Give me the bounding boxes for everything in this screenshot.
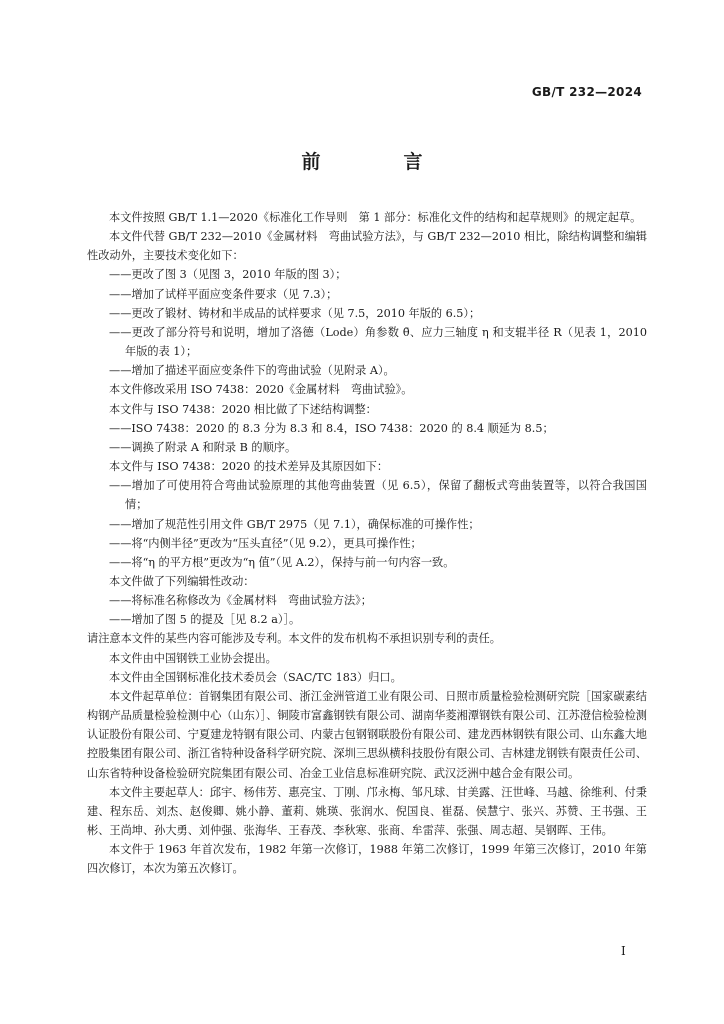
paragraph: 本文件按照 GB/T 1.1—2020《标准化工作导则 第 1 部分：标准化文件的结构和起草规则》的规定起草。 — [109, 211, 642, 224]
list-item: ——增加了规范性引用文件 GB/T 2975（见 7.1），确保标准的可操作性； — [109, 517, 480, 531]
paragraph: 本文件修改采用 ISO 7438：2020《金属材料 弯曲试验》。 — [109, 383, 413, 397]
page-number: I — [621, 944, 626, 958]
paragraph: 本文件于 1963 年首次发布，1982 年第一次修订，1988 年第二次修订，1999 年第三次修订，2010 年第四次修订，本次为第五次修订。 — [87, 843, 647, 876]
paragraph: 本文件主要起草人：邱宇、杨伟芳、惠亮宝、丁刚、邝永梅、邹凡球、甘美露、汪世峰、马越、徐维利、付秉建、程东岳、刘杰、赵俊卿、姚小静、董莉、姚瑛、张润水、倪国良、崔磊、侯慧宁、张兴、苏赞、王书强、王彬、王尚坤、孙大勇、刘仲强、张海华、王春茂、李秋寒、张商、牟雷萍、张强、周志超、吴钢晖、王伟。 — [87, 785, 647, 837]
list-item: ——调换了附录 A 和附录 B 的顺序。 — [109, 440, 297, 454]
list-item: ——将标准名称修改为《金属材料 弯曲试验方法》； — [109, 594, 372, 608]
list-item: ——增加了图 5 的提及［见 8.2 a）］。 — [109, 613, 301, 627]
list-item: ——增加了可使用符合弯曲试验原理的其他弯曲装置（见 6.5），保留了翻板式弯曲装置等，以符合我国国情； — [109, 479, 647, 512]
list-item: ——ISO 7438：2020 的 8.3 分为 8.3 和 8.4，ISO 7438：2020 的 8.4 顺延为 8.5； — [109, 421, 554, 435]
list-item: ——将“内侧半径”更改为“压头直径”（见 9.2），更具可操作性； — [109, 536, 422, 550]
paragraph: 本文件由中国钢铁工业协会提出。 — [109, 651, 277, 665]
list-item: ——更改了部分符号和说明，增加了洛德（Lode）角参数 θ̄、应力三轴度 η 和支辊半径 R（见表 1，2010 年版的表 1）； — [109, 325, 647, 359]
foreword-body — [87, 208, 647, 878]
list-item: ——更改了图 3（见图 3，2010 年版的图 3）； — [109, 268, 347, 282]
page-title: 前 言 — [301, 151, 455, 173]
paragraph: 本文件与 ISO 7438：2020 相比做了下述结构调整： — [109, 402, 377, 416]
standard-code: GB/T 232—2024 — [531, 85, 642, 99]
paragraph: 请注意本文件的某些内容可能涉及专利。本文件的发布机构不承担识别专利的责任。 — [87, 632, 501, 646]
paragraph: 本文件代替 GB/T 232—2010《金属材料 弯曲试验方法》，与 GB/T 232—2010 相比，除结构调整和编辑性改动外，主要技术变化如下： — [87, 230, 647, 263]
list-item: ——增加了描述平面应变条件下的弯曲试验（见附录 A）。 — [109, 364, 395, 378]
paragraph: 本文件与 ISO 7438：2020 的技术差异及其原因如下： — [109, 460, 389, 474]
list-item: ——将“η 的平方根”更改为“η 值”（见 A.2），保持与前一句内容一致。 — [109, 555, 455, 569]
paragraph: 本文件做了下列编辑性改动： — [109, 574, 255, 588]
paragraph: 本文件起草单位：首钢集团有限公司、浙江金洲管道工业有限公司、日照市质量检验检测研究院［国家碳素结构钢产品质量检验检测中心（山东）］、铜陵市富鑫钢铁有限公司、湖南华菱湘潭钢铁有限公司、江苏澄信检验检测认证股份有限公司、宁夏建龙特钢有限公司、内蒙古包钢钢联股份有限公司、建龙西林钢铁有限公司、山东鑫大地控股集团有限公司、浙江省特种设备科学研究院、深圳三思纵横科技股份有限公司、吉林建龙钢铁有限责任公司、山东省特种设备检验研究院集团有限公司、冶金工业信息标准研究院、武汉泛洲中越合金有限公司。 — [87, 689, 647, 780]
list-item: ——更改了锻材、铸材和半成品的试样要求（见 7.5，2010 年版的 6.5）； — [109, 306, 481, 320]
paragraph: 本文件由全国钢标准化技术委员会（SAC/TC 183）归口。 — [109, 670, 402, 684]
list-item: ——增加了试样平面应变条件要求（见 7.3）； — [109, 287, 338, 301]
